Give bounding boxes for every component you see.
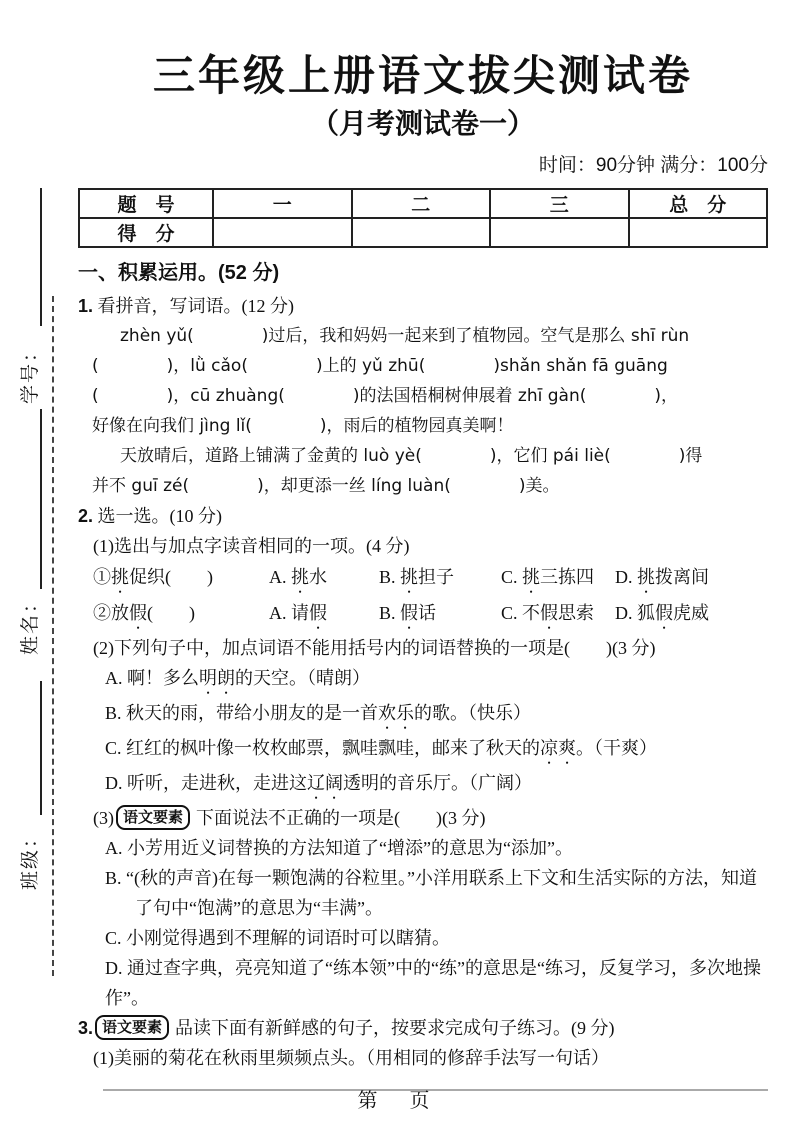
page-subtitle: （月考测试卷一）: [310, 108, 535, 139]
choice-stem: ①挑促织( ): [93, 567, 213, 587]
score-table: [78, 188, 768, 248]
page-footer: 第 页: [357, 1090, 436, 1112]
question-1-number: 1.: [78, 296, 94, 316]
pinyin-line: zhèn yǔ( )过后，我和妈妈一起来到了植物园。空气是那么 shī rùn: [120, 326, 690, 346]
score-cell-empty: [490, 218, 629, 247]
student-info-strip: [8, 187, 42, 890]
pinyin-line: 好像在向我们 jìng lǐ( )，雨后的植物园真美啊！: [92, 416, 514, 436]
choice-option-b: B. 假话: [379, 603, 437, 623]
question-2-text: 选一选。(10 分): [97, 506, 223, 526]
score-table-header-cell: 三: [490, 189, 629, 218]
choice-option-a: A. 挑水: [269, 567, 327, 587]
score-table-header-cell: 题 号: [79, 189, 213, 218]
name-label: 姓名：: [20, 591, 41, 655]
question-3-text: 品读下面有新鲜感的句子，按要求完成句子练习。(9 分): [175, 1018, 615, 1038]
choice-option-d: D. 狐假虎威: [615, 603, 709, 623]
option-b: B. 秋天的雨，带给小朋友的是一首欢乐的歌。（快乐）: [105, 703, 532, 723]
page-title: 三年级上册语文拔尖测试卷: [152, 52, 693, 99]
question-2-3-title: [78, 803, 768, 833]
choice-stem: ②放假( ): [93, 603, 195, 623]
question-2-3-number: (3): [93, 808, 114, 828]
student-id-blank-line: [36, 188, 42, 326]
class-label: 班级：: [20, 826, 41, 890]
option-d: D. 通过查字典，亮亮知道了“练本领”中的“练”的意思是“练习，反复学习，多次地操作”。: [105, 958, 761, 1008]
option-d: D. 听听，走进秋，走进这辽阔透明的音乐厅。（广阔）: [105, 773, 532, 793]
main-content: [78, 0, 768, 1091]
choice-row-1: [78, 561, 768, 597]
score-cell-empty: [629, 218, 768, 247]
choice-option-c: C. 不假思索: [501, 603, 595, 623]
chinese-element-badge: 语文要素: [95, 1015, 169, 1040]
name-blank-line: [36, 409, 42, 589]
chinese-element-badge: 语文要素: [116, 805, 190, 830]
pinyin-line: ( )，cū zhuàng( )的法国梧桐树伸展着 zhī gàn( )，: [92, 386, 678, 406]
choice-option-d: D. 挑拨离间: [615, 567, 709, 587]
class-blank-line: [36, 681, 42, 815]
question-1-text: 看拼音，写词语。(12 分): [97, 296, 295, 316]
score-cell-empty: [213, 218, 352, 247]
pinyin-passage: [78, 321, 768, 501]
exam-meta: 时间：90分钟 满分：100分: [538, 155, 768, 176]
pinyin-line: 天放晴后，道路上铺满了金黄的 luò yè( )，它们 pái liè( )得: [120, 446, 703, 466]
score-cell-empty: [352, 218, 491, 247]
pinyin-line: ( )，lǜ cǎo( )上的 yǔ zhū( )shǎn shǎn fā guāng: [92, 356, 668, 376]
section-heading: 一、积累运用。(52 分): [78, 262, 280, 284]
option-c: C. 红红的枫叶像一枚枚邮票，飘哇飘哇，邮来了秋天的凉爽。（干爽）: [105, 738, 658, 758]
choice-option-c: C. 挑三拣四: [501, 567, 595, 587]
question-2-title: [78, 501, 768, 531]
option-c: C. 小刚觉得遇到不理解的词语时可以瞎猜。: [105, 928, 451, 948]
score-table-header-row: [79, 189, 767, 218]
pinyin-line: 并不 guī zé( )，却更添一丝 líng luàn( )美。: [92, 476, 560, 496]
question-2-number: 2.: [78, 506, 94, 526]
score-table-header-cell: 总 分: [629, 189, 768, 218]
question-2-1-title: (1)选出与加点字读音相同的一项。(4 分): [93, 536, 410, 556]
score-table-header-cell: 一: [213, 189, 352, 218]
choice-option-b: B. 挑担子: [379, 567, 455, 587]
question-1-title: [78, 291, 768, 321]
choice-option-a: A. 请假: [269, 603, 327, 623]
option-a: A. 啊！多么明朗的天空。（晴朗）: [105, 668, 370, 688]
option-b: B. “(秋的声音)在每一颗饱满的谷粒里。”小洋用联系上下文和生活实际的方法，知道了句中“饱满”的意思为“丰满”。: [105, 868, 757, 918]
score-table-header-cell: 二: [352, 189, 491, 218]
fold-dashed-line: [52, 296, 54, 976]
score-table-score-row: [79, 218, 767, 247]
question-3-number: 3.: [78, 1018, 94, 1038]
score-row-label: 得 分: [79, 218, 213, 247]
student-id-label: 学号：: [20, 340, 41, 404]
choice-row-2: [78, 597, 768, 633]
question-2-3-text: 下面说法不正确的一项是( )(3 分): [196, 808, 486, 828]
question-3-1-title: (1)美丽的菊花在秋雨里频频点头。（用相同的修辞手法写一句话）: [93, 1048, 609, 1068]
option-a: A. 小芳用近义词替换的方法知道了“增添”的意思为“添加”。: [105, 838, 573, 858]
question-2-2-title: (2)下列句子中，加点词语不能用括号内的词语替换的一项是( )(3 分): [93, 638, 656, 658]
question-3-title: [78, 1013, 768, 1043]
